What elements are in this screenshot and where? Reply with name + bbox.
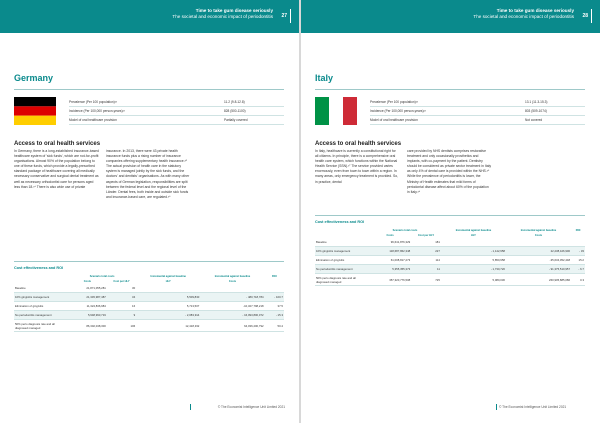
cell-cost-per-hly: 16 — [107, 302, 136, 311]
row-label: Baseline — [14, 284, 68, 293]
cell-hly: 5,080,030 — [441, 274, 506, 286]
stats-row — [370, 107, 585, 116]
table-row — [14, 284, 284, 293]
stat-value: 13.1 (11.3-15.3) — [525, 100, 548, 104]
table-row — [14, 302, 284, 311]
body-column-1: In Germany, there is a long-established insurance-based healthcare system of 'sick funds', which are not-for-profit organisations. Almost 90% of the population belong to one of these funds, which provide a legally-prescribed standard package of healthcare covering all medically necessary conservative and surgical dental treatment as well as necessary orthodontist care for persons aged less than 18.³⁴ There is also wide use of private — [14, 149, 99, 189]
row-label: 10% gingivitis management — [315, 247, 369, 256]
cell-cost-per-hly: 30 — [107, 284, 136, 293]
left-page — [0, 0, 299, 423]
body-column-2: insurance. In 2013, there were 43 private health insurance funds plus a rising number of insurance companies offering supplementary health insurance.³⁵ The actual provision of health care in the statutory system is managed jointly by the sick funds, and the doctors' and dentists' organisations. As with many other aspects of German legislation, responsibilities are split between the federal level and the regional level of the Länder. Dental fees, both inside and outside sick funds and insurance-based care, are regulated.³⁶ — [106, 149, 190, 199]
right-page — [301, 0, 600, 423]
stat-value: 11.2 (9.8-12.8) — [224, 100, 245, 104]
page-number: 28 — [582, 13, 588, 19]
cell-cost-per-hly: 114 — [411, 256, 441, 265]
group-header: ROI — [271, 275, 277, 278]
cell-incremental-costs: -10,327,798,218 — [200, 302, 264, 311]
stat-value: 828 (500-1100) — [224, 109, 246, 113]
section-heading: Access to oral health services — [14, 141, 101, 147]
row-label: 10% gingivitis management — [14, 293, 68, 302]
cell-roi: - 15.3 — [265, 311, 284, 320]
cell-cost-per-hly: 725 — [411, 274, 441, 286]
stats-table — [370, 98, 585, 125]
cell-roi: 0.3 — [571, 274, 585, 286]
cell-roi: - 100.7 — [265, 293, 284, 302]
row-label: No periodontitis management — [315, 265, 369, 274]
cell-hly: 5,713,507 — [136, 302, 200, 311]
table-row — [315, 247, 585, 256]
italy-flag-icon — [315, 97, 357, 125]
cell-costs: 96,641,876,329 — [369, 238, 411, 247]
group-header: Incremental against baseline — [455, 229, 492, 232]
column-header: Costs — [534, 234, 543, 237]
stats-row — [370, 98, 585, 107]
cell-costs: 11,324,836,984 — [68, 302, 107, 311]
cell-hly: - 2,083,914 — [136, 311, 200, 320]
cell-hly: - 1,142,958 — [441, 247, 506, 256]
cell-hly: - 1,730,720 — [441, 265, 506, 274]
table-row — [14, 320, 284, 332]
cell-costs: 21,345,987,487 — [68, 293, 107, 302]
divider — [315, 89, 585, 90]
body-column-2: care provided by NHS dentists comprises restorative treatment and only occasionally prosthetics and implants, with co-payment by the patient. Dentistry should be considered as private sector treatment in Italy as only 4% of dental care is provided within the NHS.³⁸ While the prevalence of periodontitis is lower, the Ministry of Health estimates that mild forms of periodontal disease affect about 60% of the population in Italy.³⁹ — [407, 149, 492, 194]
footer-marker — [190, 404, 191, 410]
group-header: Scenario total costs — [392, 229, 418, 232]
cell-hly: 12,418,332 — [136, 320, 200, 332]
group-header: Incremental against baseline — [214, 275, 251, 278]
footer-marker — [496, 404, 497, 410]
country-title: Italy — [315, 73, 334, 83]
cell-hly — [441, 238, 506, 247]
group-header: ROI — [575, 229, 581, 232]
column-header: Costs — [386, 234, 394, 237]
cell-costs: 357,320,776,508 — [369, 274, 411, 286]
header-bar — [0, 0, 299, 33]
cell-costs: 5,355,355,373 — [369, 265, 411, 274]
table-row — [14, 311, 284, 320]
row-label: Elimination of gingivitis — [315, 256, 369, 265]
cell-incremental-costs: -35,634,052,448 — [506, 256, 571, 265]
stats-row — [69, 107, 284, 116]
table-row — [315, 256, 585, 265]
header-line1: Time to take gum disease seriously — [496, 8, 574, 13]
cell-cost-per-hly: 11 — [411, 265, 441, 274]
cell-cost-per-hly: 9 — [107, 311, 136, 320]
divider — [14, 89, 284, 90]
stats-table — [69, 98, 284, 125]
table-row — [14, 293, 284, 302]
cell-cost-per-hly: 227 — [411, 247, 441, 256]
stat-value: 803 (509-1074) — [525, 109, 547, 113]
cell-costs: 118,687,862,348 — [369, 247, 411, 256]
cell-roi: 15.2 — [571, 256, 585, 265]
stat-label: Model of oral healthcare provision — [370, 118, 418, 122]
header-bar — [301, 0, 600, 33]
country-title: Germany — [14, 73, 54, 83]
footer-copyright: © The Economist Intelligence Unit Limited 2021 — [499, 405, 567, 409]
page-number: 27 — [281, 13, 287, 19]
column-header: HLY — [165, 280, 171, 283]
header-line2: The societal and economic impact of periodontitis — [473, 14, 574, 19]
header-title — [172, 8, 273, 20]
header-divider — [290, 9, 291, 23]
stat-value: Partially covered — [224, 118, 248, 122]
cost-effectiveness-table — [14, 274, 284, 332]
cell-costs: 21,871,055,281 — [68, 284, 107, 293]
cell-incremental-costs — [200, 284, 264, 293]
stats-row — [370, 116, 585, 125]
cell-roi: - 33 — [571, 247, 585, 256]
cell-incremental-costs: 260,905,885,086 — [506, 274, 571, 286]
cost-effectiveness-table — [315, 228, 585, 286]
cell-roi — [265, 284, 284, 293]
table-row — [315, 274, 585, 286]
cell-cost-per-hly: 106 — [107, 320, 136, 332]
header-divider — [591, 9, 592, 23]
stats-row — [69, 116, 284, 125]
column-header: Cost per HLY — [417, 234, 435, 237]
footer-copyright: © The Economist Intelligence Unit Limited 2021 — [217, 405, 285, 409]
cell-cost-per-hly: 181 — [411, 238, 441, 247]
body-column-1: In Italy, healthcare is currently a constitutional right for all citizens. In principle, there is a comprehensive oral health care system, which functions within the National Health Service (SSN).³⁷ The service provided varies enormously, even from town to town within a region. In many areas, only emergency treatment is provided. So, in practice, dental — [315, 149, 399, 184]
stat-label: Prevalence (Per 100 population)²³ — [69, 100, 117, 104]
column-header: Cost per HLY — [113, 280, 130, 283]
column-header: Costs — [228, 280, 237, 283]
header-line1: Time to take gum disease seriously — [195, 8, 273, 13]
divider — [315, 215, 585, 216]
header-title — [473, 8, 574, 20]
header-line2: The societal and economic impact of periodontitis — [172, 14, 273, 19]
group-header: Incremental against baseline — [150, 275, 186, 278]
row-label: No periodontitis management — [14, 311, 68, 320]
cell-roi: 50.4 — [265, 320, 284, 332]
cell-costs: 5,948,993,719 — [68, 311, 107, 320]
cell-incremental-costs: 22,238,426,900 — [506, 247, 571, 256]
cell-hly: 5,509,830 — [136, 293, 200, 302]
stat-value: Not covered — [525, 118, 543, 122]
table-title: Cost effectiveness and ROI — [315, 220, 365, 224]
column-header: HLY — [470, 234, 476, 237]
stat-label: Incidence (Per 100,000 person-years)²³ — [370, 109, 426, 113]
row-label: 50% perio diagnosis rate and all diagnosed managed — [315, 274, 369, 286]
row-label: 50% perio diagnosis rate and all diagnosed managed — [14, 320, 68, 332]
section-heading: Access to oral health services — [315, 141, 402, 147]
divider — [14, 261, 284, 262]
stat-label: Model of oral healthcare provision — [69, 118, 117, 122]
row-label: Baseline — [315, 238, 369, 247]
cell-incremental-costs: - 480,718,784 — [200, 293, 264, 302]
stat-label: Incidence (Per 100,000 person-years)²³ — [69, 109, 125, 113]
cell-hly — [136, 284, 200, 293]
cell-roi: - 6.7 — [571, 265, 585, 274]
stat-label: Prevalence (Per 100 population)²³ — [370, 100, 418, 104]
column-header: Costs — [83, 280, 92, 283]
table-row — [315, 265, 585, 274]
table-title: Cost effectiveness and ROI — [14, 266, 64, 270]
cell-incremental-costs — [506, 238, 571, 247]
cell-costs: 86,302,048,300 — [68, 320, 107, 332]
germany-flag-icon — [14, 97, 56, 125]
cell-incremental-costs: - 16,093,800,072 — [200, 311, 264, 320]
row-label: Elimination of gingivitis — [14, 302, 68, 311]
cell-hly: 5,850,958 — [441, 256, 506, 265]
group-header: Scenario total costs — [89, 275, 115, 278]
stats-row — [69, 98, 284, 107]
cell-costs: 61,008,817,273 — [369, 256, 411, 265]
cell-roi: 37.5 — [265, 302, 284, 311]
table-row — [315, 238, 585, 247]
cell-incremental-costs: - 91,375,510,957 — [506, 265, 571, 274]
group-header: Incremental against baseline — [520, 229, 557, 232]
cell-roi — [571, 238, 585, 247]
cell-cost-per-hly: 34 — [107, 293, 136, 302]
cell-incremental-costs: 64,036,200,792 — [200, 320, 264, 332]
